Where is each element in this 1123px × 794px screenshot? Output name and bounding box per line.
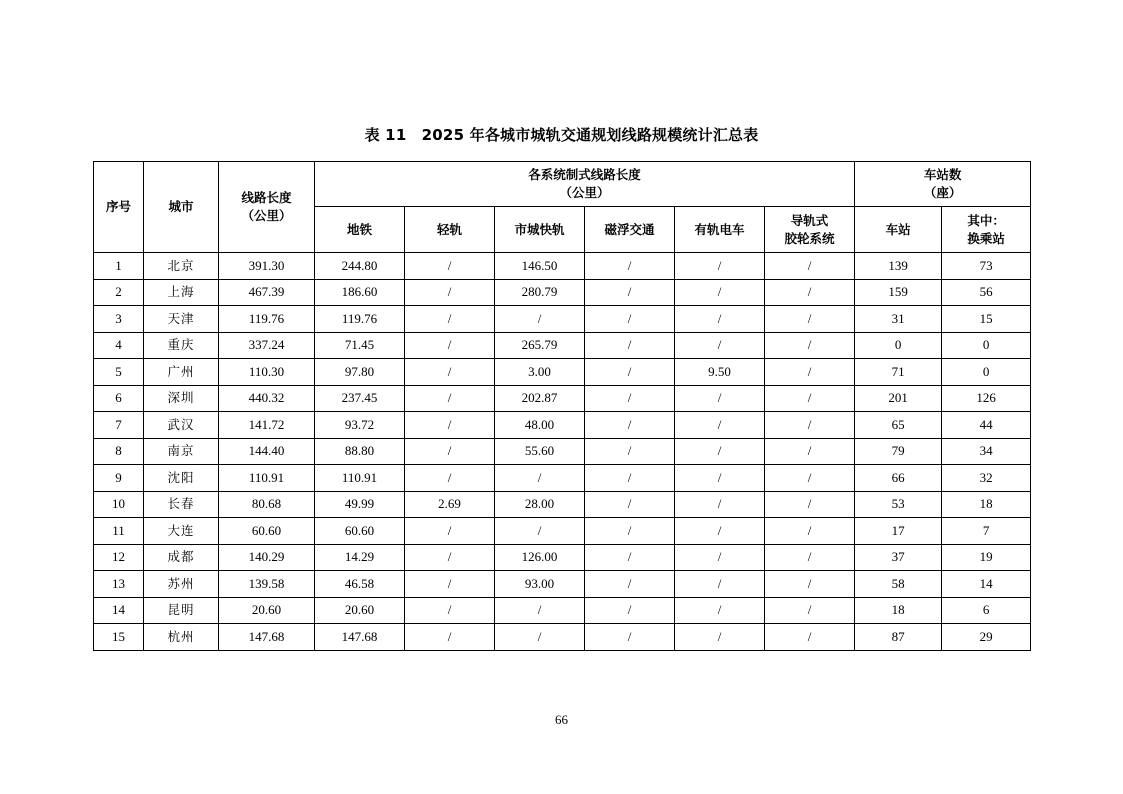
cell-index: 9 — [94, 465, 144, 492]
cell-suburban: / — [495, 597, 585, 624]
cell-length: 20.60 — [219, 597, 315, 624]
cell-city: 大连 — [144, 518, 219, 545]
cell-stations: 53 — [855, 491, 942, 518]
header-suburban: 市城快轨 — [495, 207, 585, 253]
cell-tram: / — [675, 571, 765, 598]
cell-tram: / — [675, 279, 765, 306]
cell-length: 147.68 — [219, 624, 315, 651]
cell-city: 长春 — [144, 491, 219, 518]
header-index: 序号 — [94, 162, 144, 253]
cell-length: 119.76 — [219, 306, 315, 333]
cell-tram: / — [675, 465, 765, 492]
cell-maglev: / — [585, 624, 675, 651]
table-header — [94, 162, 1031, 253]
cell-index: 12 — [94, 544, 144, 571]
cell-index: 5 — [94, 359, 144, 386]
cell-stations: 18 — [855, 597, 942, 624]
header-light-rail: 轻轨 — [405, 207, 495, 253]
cell-city: 成都 — [144, 544, 219, 571]
cell-stations: 17 — [855, 518, 942, 545]
cell-stations: 159 — [855, 279, 942, 306]
cell-city: 沈阳 — [144, 465, 219, 492]
cell-stations: 58 — [855, 571, 942, 598]
cell-light-rail: / — [405, 412, 495, 439]
cell-length: 110.30 — [219, 359, 315, 386]
cell-city: 重庆 — [144, 332, 219, 359]
cell-suburban: 28.00 — [495, 491, 585, 518]
cell-light-rail: / — [405, 385, 495, 412]
cell-transfer: 73 — [942, 253, 1031, 280]
cell-length: 80.68 — [219, 491, 315, 518]
header-maglev: 磁浮交通 — [585, 207, 675, 253]
cell-transfer: 6 — [942, 597, 1031, 624]
cell-tram: / — [675, 385, 765, 412]
cell-light-rail: / — [405, 571, 495, 598]
table-row — [94, 332, 1031, 359]
cell-suburban: 55.60 — [495, 438, 585, 465]
header-system-group-unit: （公里） — [559, 185, 610, 200]
cell-guided: / — [765, 385, 855, 412]
table-row — [94, 544, 1031, 571]
cell-suburban: 202.87 — [495, 385, 585, 412]
table-row — [94, 412, 1031, 439]
cell-stations: 139 — [855, 253, 942, 280]
table-row — [94, 438, 1031, 465]
cell-city: 苏州 — [144, 571, 219, 598]
cell-index: 3 — [94, 306, 144, 333]
cell-city: 南京 — [144, 438, 219, 465]
cell-stations: 201 — [855, 385, 942, 412]
table-title: 表 11 2025 年各城市城轨交通规划线路规模统计汇总表 — [364, 126, 759, 144]
cell-maglev: / — [585, 332, 675, 359]
cell-metro: 186.60 — [315, 279, 405, 306]
table-row — [94, 385, 1031, 412]
cell-metro: 97.80 — [315, 359, 405, 386]
cell-index: 4 — [94, 332, 144, 359]
cell-city: 广州 — [144, 359, 219, 386]
cell-metro: 60.60 — [315, 518, 405, 545]
table-row — [94, 253, 1031, 280]
cell-maglev: / — [585, 491, 675, 518]
cell-maglev: / — [585, 597, 675, 624]
cell-stations: 79 — [855, 438, 942, 465]
header-guided-line1: 导轨式 — [790, 212, 829, 228]
cell-transfer: 14 — [942, 571, 1031, 598]
cell-light-rail: / — [405, 306, 495, 333]
cell-suburban: 146.50 — [495, 253, 585, 280]
cell-length: 467.39 — [219, 279, 315, 306]
cell-light-rail: / — [405, 279, 495, 306]
cell-transfer: 126 — [942, 385, 1031, 412]
cell-tram: 9.50 — [675, 359, 765, 386]
cell-guided: / — [765, 491, 855, 518]
cell-transfer: 19 — [942, 544, 1031, 571]
page-number: 66 — [555, 712, 568, 727]
cell-length: 60.60 — [219, 518, 315, 545]
cell-light-rail: / — [405, 518, 495, 545]
cell-transfer: 34 — [942, 438, 1031, 465]
cell-guided: / — [765, 465, 855, 492]
cell-light-rail: / — [405, 438, 495, 465]
header-city: 城市 — [144, 162, 219, 253]
cell-tram: / — [675, 597, 765, 624]
cell-suburban: 48.00 — [495, 412, 585, 439]
cell-suburban: / — [495, 306, 585, 333]
cell-metro: 93.72 — [315, 412, 405, 439]
header-length — [219, 162, 315, 253]
cell-stations: 65 — [855, 412, 942, 439]
cell-maglev: / — [585, 279, 675, 306]
cell-maglev: / — [585, 385, 675, 412]
cell-light-rail: / — [405, 544, 495, 571]
cell-maglev: / — [585, 253, 675, 280]
cell-metro: 71.45 — [315, 332, 405, 359]
cell-guided: / — [765, 624, 855, 651]
cell-length: 141.72 — [219, 412, 315, 439]
cell-light-rail: / — [405, 253, 495, 280]
cell-transfer: 15 — [942, 306, 1031, 333]
cell-city: 杭州 — [144, 624, 219, 651]
cell-suburban: 93.00 — [495, 571, 585, 598]
cell-index: 14 — [94, 597, 144, 624]
cell-length: 440.32 — [219, 385, 315, 412]
table-row — [94, 491, 1031, 518]
header-station-group-unit: （座） — [923, 185, 962, 200]
cell-length: 337.24 — [219, 332, 315, 359]
cell-city: 上海 — [144, 279, 219, 306]
cell-index: 15 — [94, 624, 144, 651]
header-system-group-label: 各系统制式线路长度 — [528, 167, 641, 182]
cell-maglev: / — [585, 412, 675, 439]
cell-suburban: 265.79 — [495, 332, 585, 359]
header-stations: 车站 — [855, 207, 942, 253]
table-row — [94, 624, 1031, 651]
header-guided-line2: 胶轮系统 — [784, 230, 835, 246]
cell-tram: / — [675, 306, 765, 333]
cell-length: 391.30 — [219, 253, 315, 280]
cell-maglev: / — [585, 359, 675, 386]
cell-metro: 46.58 — [315, 571, 405, 598]
header-transfer-line2: 换乘站 — [967, 230, 1005, 246]
cell-metro: 49.99 — [315, 491, 405, 518]
cell-index: 7 — [94, 412, 144, 439]
cell-tram: / — [675, 518, 765, 545]
cell-metro: 88.80 — [315, 438, 405, 465]
cell-maglev: / — [585, 544, 675, 571]
cell-transfer: 44 — [942, 412, 1031, 439]
cell-tram: / — [675, 438, 765, 465]
cell-light-rail: / — [405, 465, 495, 492]
table-row — [94, 518, 1031, 545]
header-guided — [765, 207, 855, 253]
cell-tram: / — [675, 491, 765, 518]
table-row — [94, 306, 1031, 333]
cell-tram: / — [675, 253, 765, 280]
cell-tram: / — [675, 332, 765, 359]
header-station-group — [855, 162, 1031, 207]
cell-index: 1 — [94, 253, 144, 280]
header-station-group-label: 车站数 — [923, 167, 962, 182]
cell-tram: / — [675, 544, 765, 571]
table-row — [94, 359, 1031, 386]
cell-index: 11 — [94, 518, 144, 545]
cell-length: 144.40 — [219, 438, 315, 465]
cell-light-rail: / — [405, 597, 495, 624]
cell-suburban: / — [495, 465, 585, 492]
cell-length: 139.58 — [219, 571, 315, 598]
table-row — [94, 597, 1031, 624]
header-transfer — [942, 207, 1031, 253]
cell-stations: 66 — [855, 465, 942, 492]
header-transfer-line1: 其中： — [967, 212, 1005, 228]
cell-guided: / — [765, 412, 855, 439]
cell-transfer: 0 — [942, 359, 1031, 386]
cell-guided: / — [765, 279, 855, 306]
cell-guided: / — [765, 438, 855, 465]
table-body — [94, 253, 1031, 651]
cell-city: 北京 — [144, 253, 219, 280]
cell-maglev: / — [585, 571, 675, 598]
cell-stations: 0 — [855, 332, 942, 359]
table-row — [94, 571, 1031, 598]
cell-suburban: / — [495, 624, 585, 651]
cell-index: 13 — [94, 571, 144, 598]
cell-transfer: 56 — [942, 279, 1031, 306]
cell-suburban: 280.79 — [495, 279, 585, 306]
cell-light-rail: / — [405, 624, 495, 651]
cell-guided: / — [765, 597, 855, 624]
cell-index: 6 — [94, 385, 144, 412]
cell-stations: 31 — [855, 306, 942, 333]
cell-maglev: / — [585, 518, 675, 545]
statistics-table — [93, 161, 1031, 651]
cell-maglev: / — [585, 306, 675, 333]
cell-stations: 71 — [855, 359, 942, 386]
cell-suburban: 3.00 — [495, 359, 585, 386]
cell-length: 140.29 — [219, 544, 315, 571]
cell-length: 110.91 — [219, 465, 315, 492]
cell-transfer: 32 — [942, 465, 1031, 492]
cell-metro: 20.60 — [315, 597, 405, 624]
cell-transfer: 7 — [942, 518, 1031, 545]
cell-index: 10 — [94, 491, 144, 518]
cell-transfer: 29 — [942, 624, 1031, 651]
header-metro: 地铁 — [315, 207, 405, 253]
cell-guided: / — [765, 359, 855, 386]
cell-light-rail: / — [405, 332, 495, 359]
table-row — [94, 279, 1031, 306]
cell-light-rail: / — [405, 359, 495, 386]
cell-index: 2 — [94, 279, 144, 306]
cell-suburban: / — [495, 518, 585, 545]
cell-city: 昆明 — [144, 597, 219, 624]
table-row — [94, 465, 1031, 492]
cell-city: 深圳 — [144, 385, 219, 412]
cell-metro: 147.68 — [315, 624, 405, 651]
cell-maglev: / — [585, 465, 675, 492]
cell-light-rail: 2.69 — [405, 491, 495, 518]
cell-guided: / — [765, 332, 855, 359]
header-tram: 有轨电车 — [675, 207, 765, 253]
cell-city: 武汉 — [144, 412, 219, 439]
header-length-label: 线路长度 — [241, 190, 292, 205]
cell-tram: / — [675, 624, 765, 651]
cell-guided: / — [765, 306, 855, 333]
cell-suburban: 126.00 — [495, 544, 585, 571]
cell-guided: / — [765, 571, 855, 598]
cell-guided: / — [765, 253, 855, 280]
cell-metro: 14.29 — [315, 544, 405, 571]
cell-transfer: 18 — [942, 491, 1031, 518]
header-system-group — [315, 162, 855, 207]
cell-guided: / — [765, 544, 855, 571]
cell-tram: / — [675, 412, 765, 439]
cell-metro: 110.91 — [315, 465, 405, 492]
cell-maglev: / — [585, 438, 675, 465]
cell-metro: 237.45 — [315, 385, 405, 412]
header-length-unit: （公里） — [241, 208, 292, 223]
cell-transfer: 0 — [942, 332, 1031, 359]
cell-metro: 244.80 — [315, 253, 405, 280]
cell-stations: 37 — [855, 544, 942, 571]
cell-stations: 87 — [855, 624, 942, 651]
cell-metro: 119.76 — [315, 306, 405, 333]
cell-guided: / — [765, 518, 855, 545]
cell-city: 天津 — [144, 306, 219, 333]
cell-index: 8 — [94, 438, 144, 465]
